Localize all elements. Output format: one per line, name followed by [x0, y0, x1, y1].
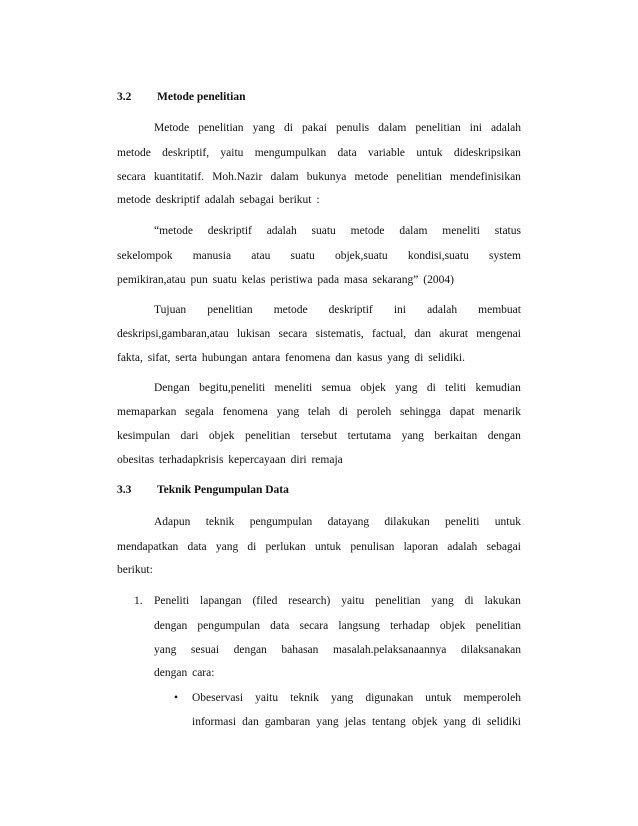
- paragraph-line: mendapatkan data yang di perlukan untuk penulisan laporan adalah sebagai: [117, 541, 521, 553]
- paragraph-line: metode deskriptif, yaitu mengumpulkan data variable untuk dideskripsikan: [117, 147, 521, 159]
- quote-line: pemikiran,atau pun suatu kelas peristiwa pada masa sekarang” (2004): [117, 274, 454, 286]
- paragraph-line: berikut:: [117, 564, 153, 576]
- list-number: 1.: [134, 595, 143, 607]
- bullet-item-line: Obeservasi yaitu teknik yang digunakan untuk memperoleh: [192, 692, 521, 704]
- bullet-icon: •: [174, 692, 179, 704]
- paragraph-line: secara kuantitatif. Moh.Nazir dalam bukunya metode penelitian mendefinisikan: [117, 171, 521, 183]
- paragraph-line: metode deskriptif adalah sebagai berikut :: [117, 194, 320, 206]
- paragraph-line: obesitas terhadapkrisis kepercayaan diri remaja: [117, 454, 343, 466]
- paragraph-line: Adapun teknik pengumpulan datayang dilakukan peneliti untuk: [154, 516, 521, 528]
- paragraph-line: kesimpulan dari objek penelitian tersebut tertutama yang berkaitan dengan: [117, 430, 521, 442]
- section-title: Teknik Pengumpulan Data: [157, 484, 289, 496]
- section-number: 3.2: [117, 91, 132, 103]
- list-item-line: dengan cara:: [154, 667, 215, 679]
- paragraph-line: Tujuan penelitian metode deskriptif ini adalah membuat: [154, 304, 521, 316]
- section-heading: [117, 90, 521, 104]
- quote-line: “metode deskriptif adalah suatu metode dalam meneliti status: [154, 225, 521, 237]
- section-number: 3.3: [117, 484, 132, 496]
- section-title: Metode penelitian: [157, 91, 246, 103]
- bullet-item-line: informasi dan gambaran yang jelas tentang objek yang di selidiki: [192, 716, 521, 728]
- section-heading: [117, 483, 521, 497]
- list-item-line: Peneliti lapangan (filed research) yaitu penelitian yang di lakukan: [154, 595, 521, 607]
- list-item-line: yang sesuai dengan bahasan masalah.pelaksanaannya dilaksanakan: [154, 644, 521, 656]
- quote-line: sekelompok manusia atau suatu objek,suatu kondisi,suatu system: [117, 250, 521, 262]
- paragraph-line: Metode penelitian yang di pakai penulis dalam penelitian ini adalah: [154, 122, 521, 134]
- paragraph-line: fakta, sifat, serta hubungan antara fenomena dan kasus yang di selidiki.: [117, 352, 465, 364]
- paragraph-line: memaparkan segala fenomena yang telah di peroleh sehingga dapat menarik: [117, 406, 521, 418]
- paragraph-line: Dengan begitu,peneliti meneliti semua objek yang di teliti kemudian: [154, 382, 521, 394]
- paragraph-line: deskripsi,gambaran,atau lukisan secara sistematis, factual, dan akurat mengenai: [117, 328, 521, 340]
- list-item-line: dengan pengumpulan data secara langsung terhadap objek penelitian: [154, 620, 521, 632]
